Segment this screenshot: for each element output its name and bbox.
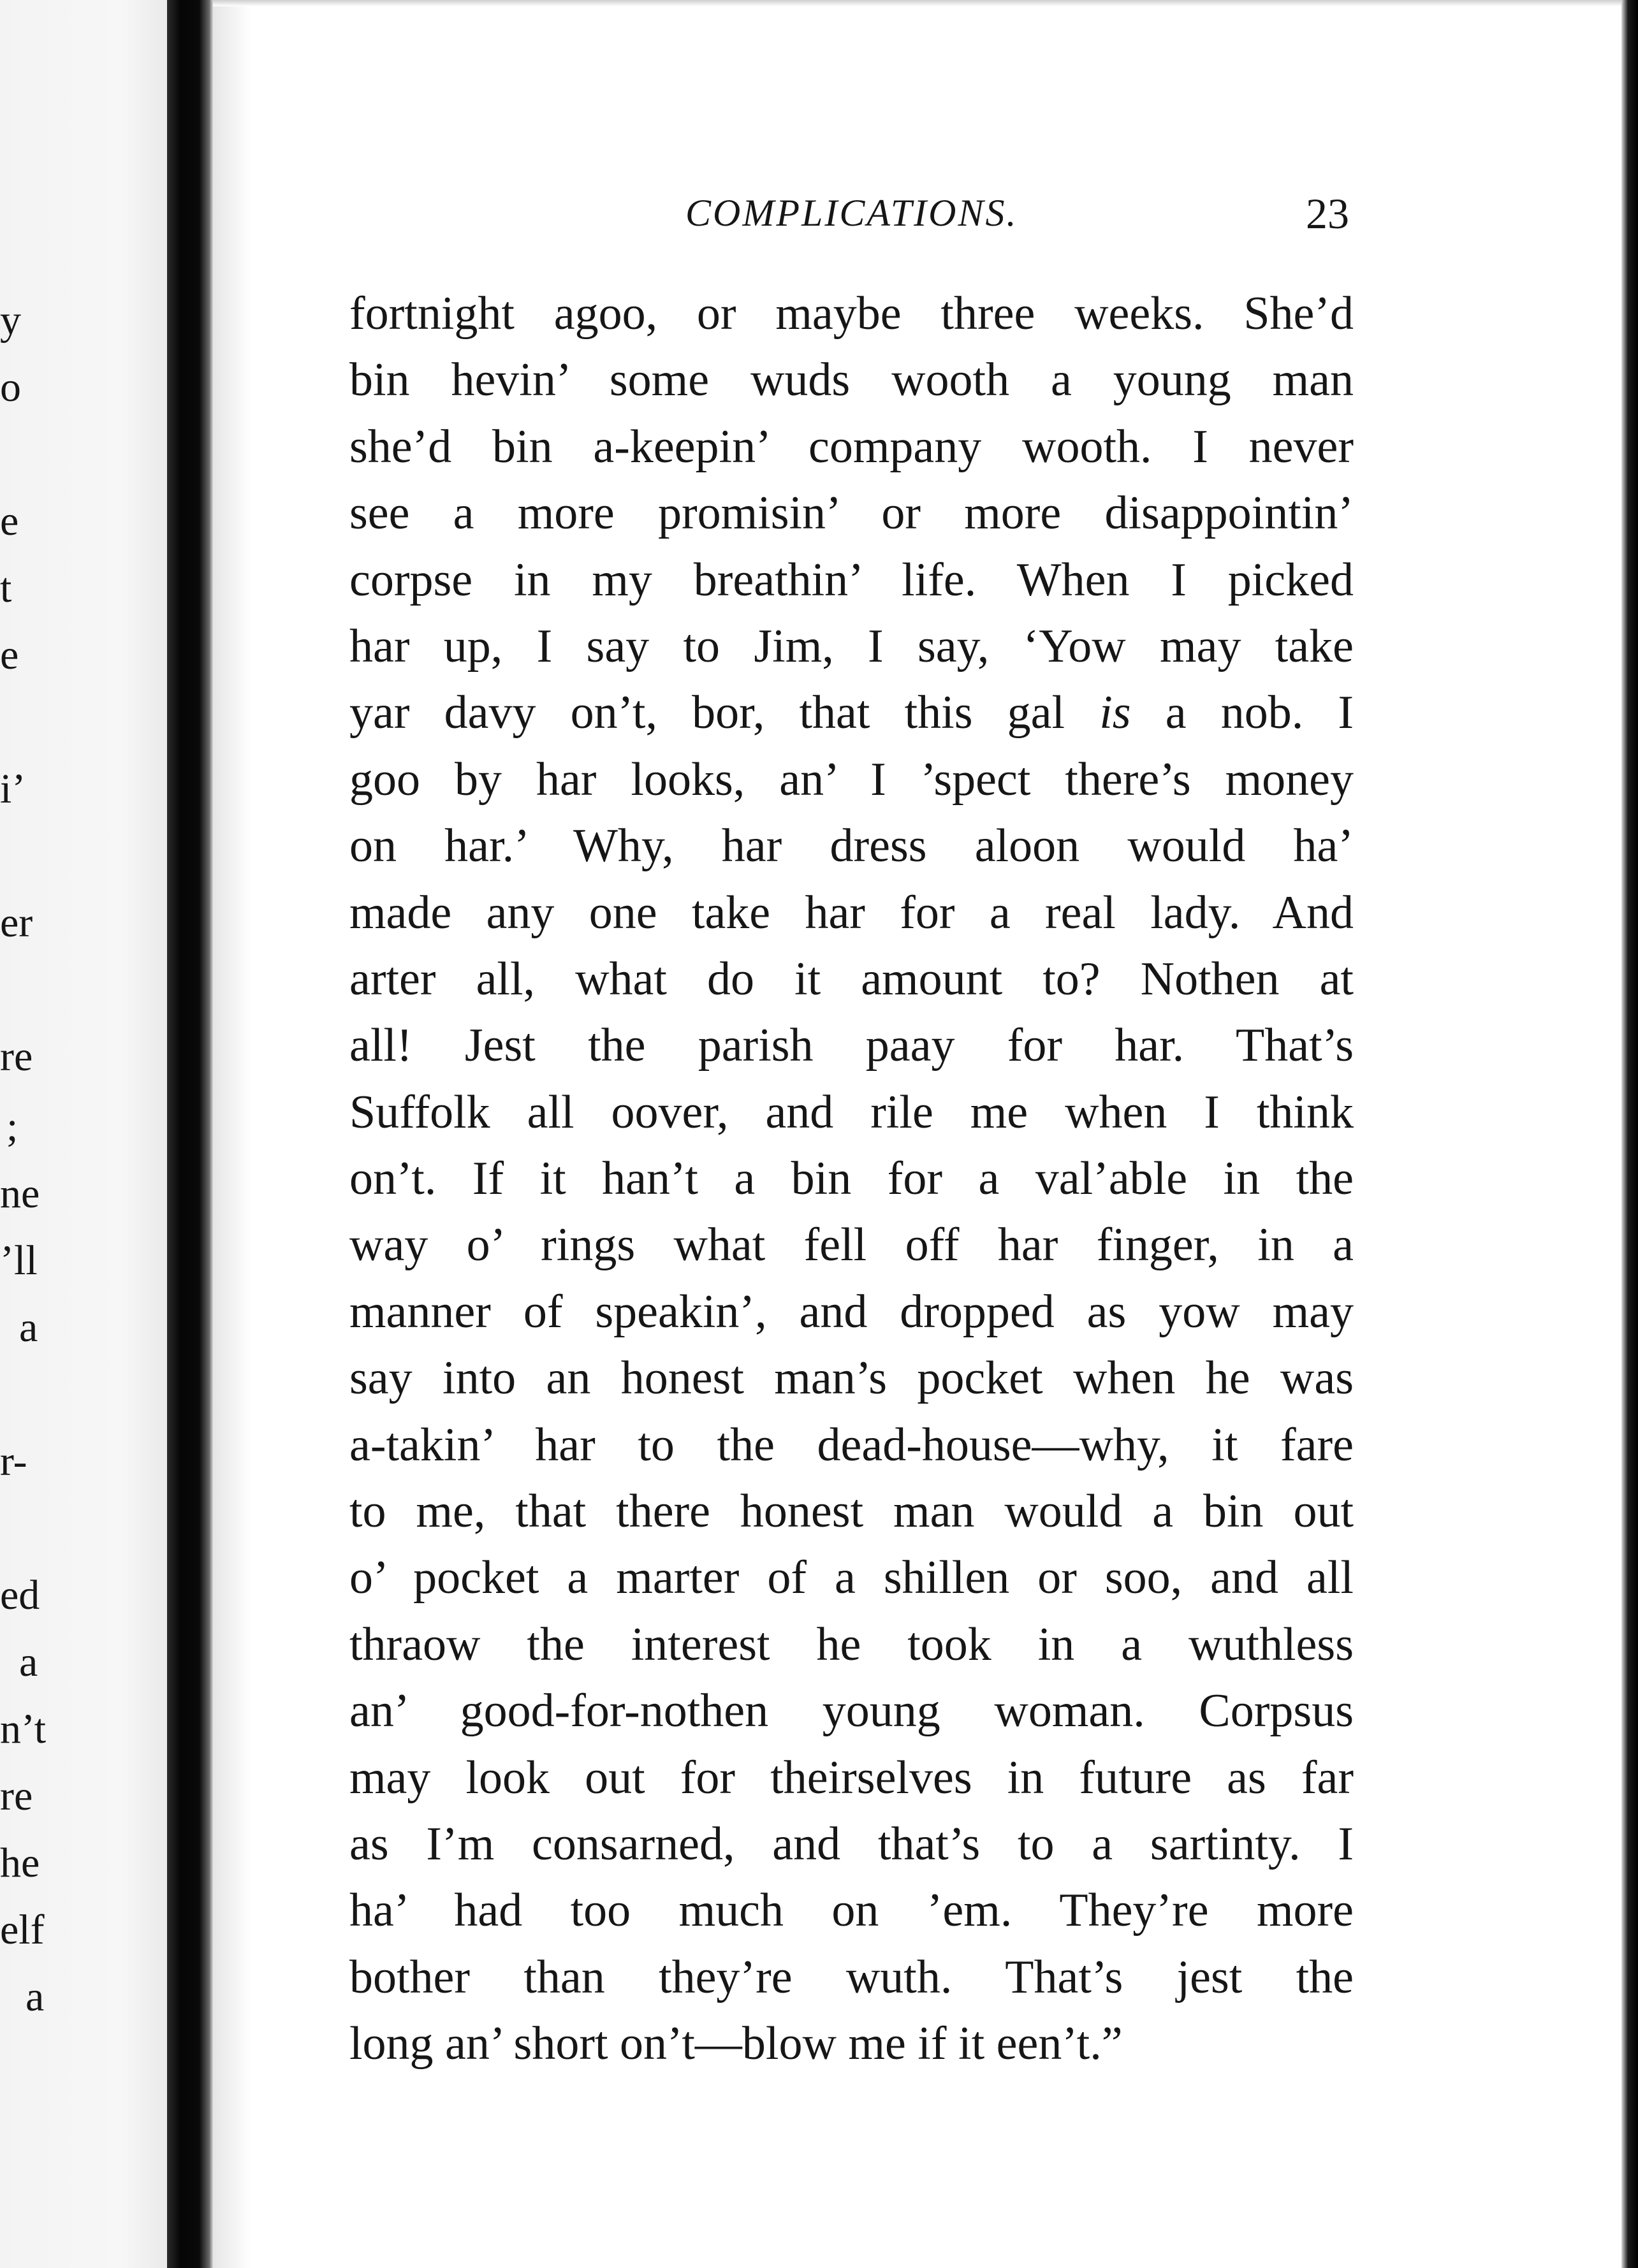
facing-page-fragment: a [19,1639,38,1685]
text-line: thraow the interest he took in a wuthless [349,1618,1354,1671]
running-head: COMPLICATIONS. [685,192,1018,234]
facing-page-fragment: he [0,1840,40,1886]
facing-page-fragment: y [0,297,21,344]
facing-page-fragment: t [0,565,12,611]
facing-page-fragment: re [0,1773,33,1819]
text-line: on har.’ Why, har dress aloon would ha’ [349,820,1354,873]
text-line: goo by har looks, an’ I ’spect there’s money [349,753,1354,806]
gutter-shadow [213,0,251,2268]
text-line: fortnight agoo, or maybe three weeks. She’d [349,287,1354,340]
text-line: o’ pocket a marter of a shillen or soo, and all [349,1552,1354,1604]
text-line: yar davy on’t, bor, that this gal is a nob. I [349,687,1354,739]
facing-page-edge [0,0,171,2268]
text-line: bin hevin’ some wuds wooth a young man [349,354,1354,407]
text-line: to me, that there honest man would a bin out [349,1485,1354,1538]
text-line: way o’ rings what fell off har finger, in a [349,1219,1354,1272]
text-line: long an’ short on’t—blow me if it een’t.” [349,2017,1123,2070]
facing-page-fragment: ’ll [0,1237,38,1284]
facing-page-fragment: ; [6,1103,18,1150]
body-text [349,280,1354,2077]
facing-page-fragment: n’t [0,1706,47,1752]
facing-page-fragment: i’ [0,766,26,812]
text-line: may look out for theirselves in future as far [349,1751,1354,1804]
text-line: she’d bin a-keepin’ company wooth. I never [349,420,1354,473]
facing-page-fragment: a [26,1974,45,2020]
text-line: say into an honest man’s pocket when he was [349,1352,1354,1405]
facing-page-fragment: r- [0,1438,27,1485]
text-line: bother than they’re wuth. That’s jest the [349,1951,1354,2003]
facing-page-fragment: ed [0,1572,40,1618]
facing-page-fragment: e [0,498,19,544]
text-line: arter all, what do it amount to? Nothen at [349,952,1354,1005]
facing-page-fragment: elf [0,1907,45,1953]
page-number: 23 [1306,189,1349,238]
text-line: on’t. If it han’t a bin for a val’able in the [349,1152,1354,1205]
text-line: as I’m consarned, and that’s to a sartinty. I [349,1817,1354,1870]
facing-page-fragment: er [0,899,33,946]
facing-page-fragment: ne [0,1170,40,1217]
text-line: see a more promisin’ or more disappointin’ [349,487,1354,540]
text-line: har up, I say to Jim, I say, ‘Yow may take [349,620,1354,672]
text-line: ha’ had too much on ’em. They’re more [349,1884,1354,1937]
text-line: made any one take har for a real lady. And [349,886,1354,939]
text-line: corpse in my breathin’ life. When I picked [349,553,1354,606]
text-line: manner of speakin’, and dropped as yow may [349,1285,1354,1338]
page-top-edge [213,0,1638,6]
facing-page-fragment: e [0,632,19,678]
facing-page-fragment: a [19,1304,38,1351]
facing-page-fragment: o [0,364,21,411]
text-line: all! Jest the parish paay for har. That’s [349,1019,1354,1072]
text-line: a-takin’ har to the dead-house—why, it fare [349,1418,1354,1471]
page-right-edge [1621,0,1638,2268]
facing-page-fragment: re [0,1033,33,1080]
text-line: Suffolk all oover, and rile me when I think [349,1086,1354,1138]
binding-gutter [167,0,213,2268]
text-line: an’ good-for-nothen young woman. Corpsus [349,1685,1354,1738]
